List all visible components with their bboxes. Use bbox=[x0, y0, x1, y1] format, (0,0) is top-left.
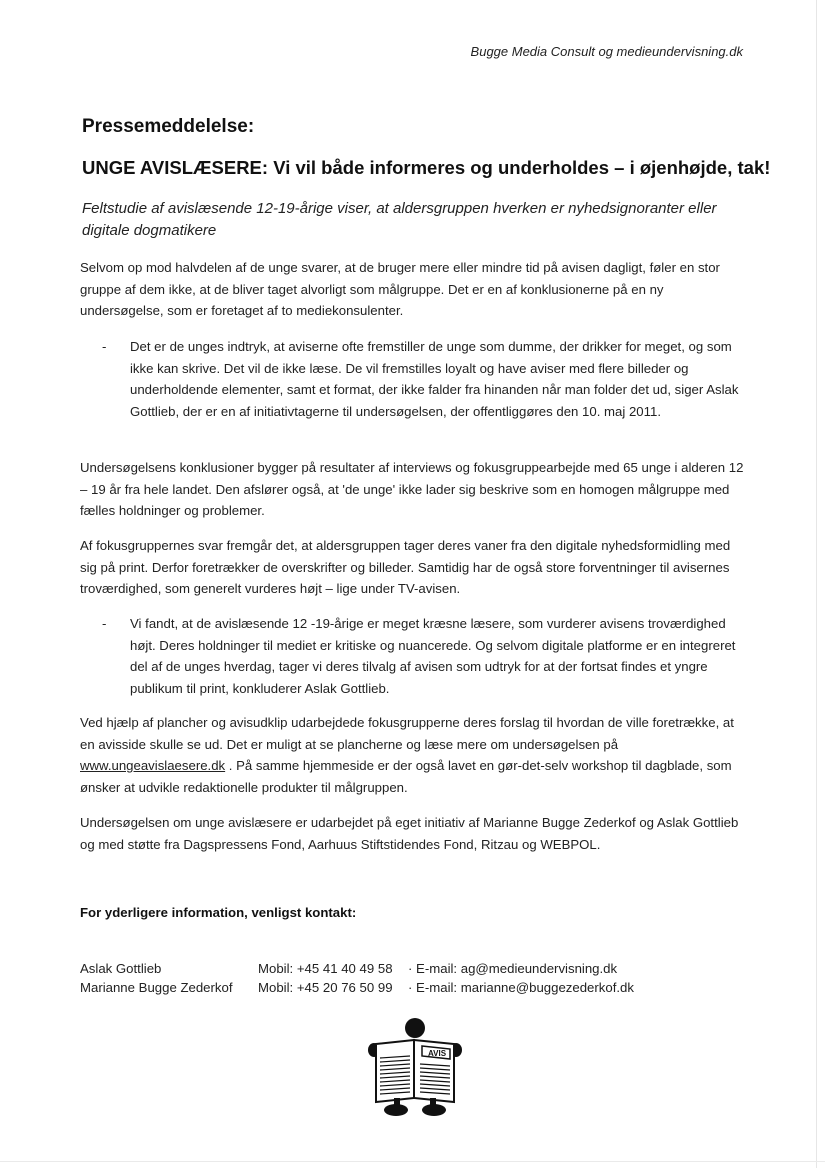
contact-mobile: Mobil: +45 41 40 49 58 bbox=[258, 961, 393, 976]
scan-bottom-line bbox=[0, 1161, 825, 1162]
paragraph-4-end: . På samme hjemmeside er der også lavet en gør-det-selv workshop til dagblade, som ønsker at udvikle redaktionelle produkter til målgruppen. bbox=[80, 758, 732, 795]
logo-avis-text: AVIS bbox=[428, 1049, 447, 1058]
subheadline: Feltstudie af avislæsende 12-19-årige viser, at aldersgruppen hverken er nyhedsignoranter eller digitale dogmatikere bbox=[82, 200, 717, 239]
contact-heading: For yderligere information, venligst kontakt: bbox=[80, 905, 357, 920]
headline: UNGE AVISLÆSERE: Vi vil både informeres og underholdes – i øjenhøjde, tak! bbox=[82, 157, 771, 178]
paragraph-2: Undersøgelsens konklusioner bygger på resultater af interviews og fokusgruppearbejde med 65 unge i alderen 12 – 19 år fra hele landet. Den afslører også, at 'de unge' ikke lader sig beskrive som en homogen målgruppe med fælles holdninger og problemer. bbox=[80, 460, 744, 518]
paragraph-5: Undersøgelsen om unge avislæsere er udarbejdet på eget initiativ af Marianne Bugge Zederkof og Aslak Gottlieb og med støtte fra Dagspressens Fond, Aarhuus Stiftstidendes Fond, Ritzau og WEBPOL. bbox=[80, 815, 739, 852]
contact-email[interactable]: · E-mail: marianne@buggezederkof.dk bbox=[408, 980, 634, 995]
paragraph-4 bbox=[80, 712, 745, 798]
paragraph-4-start: Ved hjælp af plancher og avisudklip udarbejdede fokusgrupperne deres forslag til hvordan de ville foretrække, at en avisside skulle se ud. Det er muligt at se plancherne og læse mere om undersøgelsen på bbox=[80, 715, 734, 752]
quote-2-text: Vi fandt, at de avislæsende 12 -19-årige er meget kræsne læsere, som vurderer avisens troværdighed højt. Deres holdninger til mediet er kritiske og nuancerede. Og selvom digitale platforme er en integreret del af de unges hverdag, tager vi deres tilvalg af avisen som udtryk for at der fortsat findes et yngre publikum til print, konkluderer Aslak Gottlieb. bbox=[130, 616, 736, 696]
paragraph-1: Selvom op mod halvdelen af de unge svarer, at de bruger mere eller mindre tid på avisen dagligt, føler en stor gruppe af dem ikke, at de bliver taget alvorligt som målgruppe. Det er en af konklusionerne på en ny undersøgelse, som er foretaget af to mediekonsulenter. bbox=[80, 260, 720, 318]
contact-email[interactable]: · E-mail: ag@medieundervisning.dk bbox=[408, 961, 618, 976]
contact-name: Marianne Bugge Zederkof bbox=[80, 980, 233, 995]
newspaper-reader-icon bbox=[366, 1018, 464, 1123]
website-link[interactable]: www.ungeavislaesere.dk bbox=[80, 758, 226, 773]
quote-dash: - bbox=[102, 339, 107, 354]
scan-edge-line bbox=[816, 0, 817, 1168]
quote-dash: - bbox=[102, 616, 107, 631]
press-release-label: Pressemeddelelse: bbox=[82, 116, 255, 137]
contact-name: Aslak Gottlieb bbox=[80, 961, 162, 976]
paragraph-3: Af fokusgruppernes svar fremgår det, at aldersgruppen tager deres vaner fra den digitale nyhedsformidling med sig på print. Derfor foretrækker de overskrifter og billeder. Samtidig har de også store forventninger til avisernes troværdighed, som generelt vurderes højt – lige under TV-avisen. bbox=[80, 538, 731, 596]
contact-mobile: Mobil: +45 20 76 50 99 bbox=[258, 980, 393, 995]
header-org: Bugge Media Consult og medieundervisning.dk bbox=[470, 44, 743, 59]
quote-1-text: Det er de unges indtryk, at aviserne ofte fremstiller de unge som dumme, der drikker for meget, og som ikke kan skrive. Det vil de ikke læse. De vil fremstilles loyalt og have aviser med flere billeder og underholdende elementer, samt et format, der ikke falder fra hinanden når man folder det ud, siger Aslak Gottlieb, der er en af initiativtagerne til undersøgelsen, der offentliggøres den 10. maj 2011. bbox=[130, 339, 739, 419]
